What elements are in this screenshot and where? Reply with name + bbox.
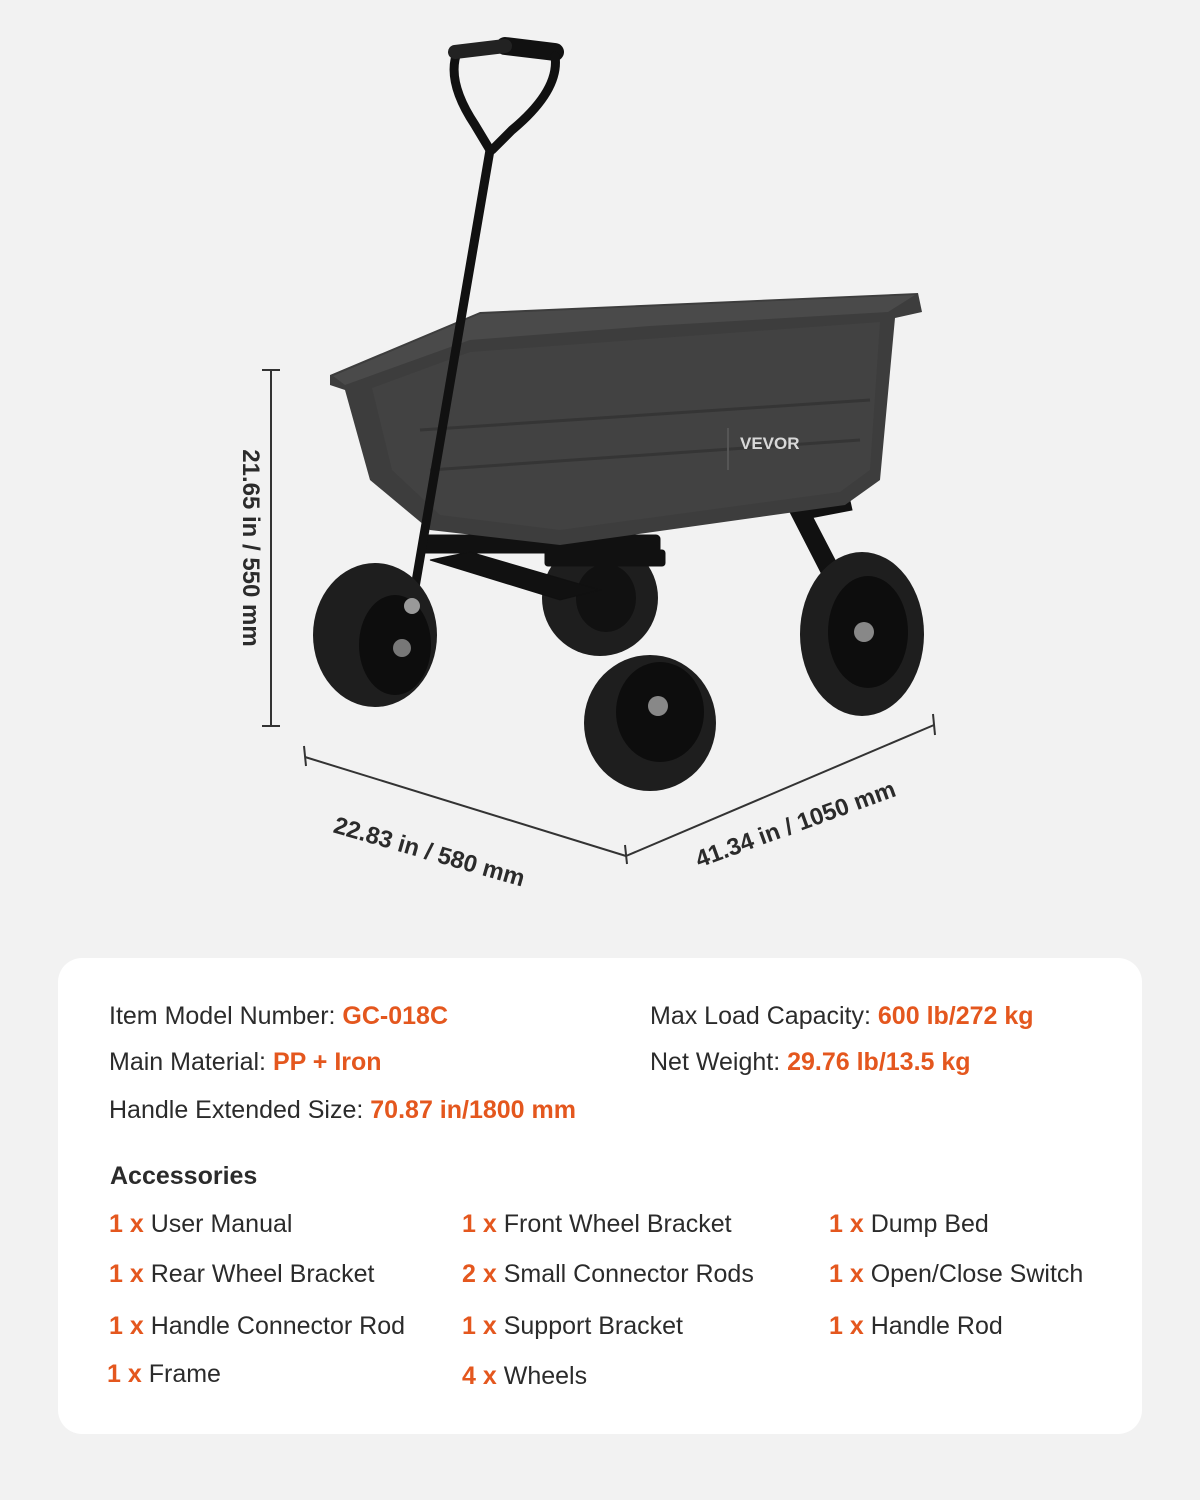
front-right-wheel xyxy=(584,655,716,791)
spec-value: 70.87 in/1800 mm xyxy=(370,1096,576,1124)
spec-label: Max Load Capacity: xyxy=(650,1002,878,1030)
rear-left-wheel xyxy=(800,552,924,716)
front-left-wheel xyxy=(313,563,437,707)
spec-label: Item Model Number: xyxy=(109,1002,343,1030)
accessory-item xyxy=(829,1312,1003,1341)
spec-card xyxy=(58,958,1142,1434)
brand-logo: VEVOR xyxy=(740,434,800,453)
accessory-qty: 1 x xyxy=(109,1260,144,1288)
height-dimension-line xyxy=(262,370,280,726)
accessory-item xyxy=(109,1210,292,1239)
accessory-item xyxy=(829,1260,1083,1289)
spec-main-material xyxy=(109,1048,382,1077)
accessory-item xyxy=(829,1210,989,1239)
accessory-item xyxy=(109,1260,374,1289)
spec-model-number xyxy=(109,1002,448,1031)
accessory-name: Support Bracket xyxy=(503,1312,683,1340)
accessory-name: Wheels xyxy=(503,1362,588,1390)
width-dimension-line xyxy=(304,746,627,864)
accessory-name: Dump Bed xyxy=(870,1210,989,1238)
accessory-qty: 1 x xyxy=(109,1210,144,1238)
accessory-qty: 1 x xyxy=(829,1312,864,1340)
accessory-name: User Manual xyxy=(150,1210,293,1238)
accessory-item xyxy=(109,1312,405,1341)
spec-label: Main Material: xyxy=(109,1048,273,1076)
spec-value: 600 lb/272 kg xyxy=(877,1002,1034,1030)
accessory-name: Open/Close Switch xyxy=(870,1260,1084,1288)
accessory-item xyxy=(462,1210,732,1239)
accessory-qty: 2 x xyxy=(462,1260,497,1288)
accessory-name: Handle Rod xyxy=(870,1312,1003,1340)
accessories-title: Accessories xyxy=(110,1162,258,1190)
accessory-item xyxy=(462,1362,587,1391)
spec-net-weight xyxy=(650,1048,971,1077)
accessory-qty: 1 x xyxy=(109,1312,144,1340)
accessory-qty: 1 x xyxy=(829,1210,864,1238)
accessory-name: Front Wheel Bracket xyxy=(503,1210,732,1238)
spec-handle-extended-size xyxy=(109,1096,576,1125)
height-dimension-label: 21.65 in / 550 mm xyxy=(237,449,264,647)
accessory-qty: 4 x xyxy=(462,1362,497,1390)
accessory-qty: 1 x xyxy=(107,1360,142,1388)
width-dimension-label: 22.83 in / 580 mm xyxy=(330,812,528,893)
spec-value: PP + Iron xyxy=(272,1048,382,1076)
accessory-qty: 1 x xyxy=(462,1210,497,1238)
accessory-name: Rear Wheel Bracket xyxy=(150,1260,375,1288)
accessory-item xyxy=(462,1312,683,1341)
accessory-name: Handle Connector Rod xyxy=(150,1312,406,1340)
spec-label: Handle Extended Size: xyxy=(109,1096,371,1124)
accessory-name: Small Connector Rods xyxy=(503,1260,754,1288)
spec-label: Net Weight: xyxy=(650,1048,788,1076)
spec-max-load-capacity xyxy=(650,1002,1034,1031)
length-dimension-label: 41.34 in / 1050 mm xyxy=(692,775,900,874)
accessory-item xyxy=(462,1260,754,1289)
spec-value: 29.76 lb/13.5 kg xyxy=(787,1048,971,1076)
accessory-item xyxy=(107,1360,221,1389)
accessory-name: Frame xyxy=(148,1360,221,1388)
spec-value: GC-018C xyxy=(342,1002,449,1030)
accessory-qty: 1 x xyxy=(462,1312,497,1340)
accessory-qty: 1 x xyxy=(829,1260,864,1288)
